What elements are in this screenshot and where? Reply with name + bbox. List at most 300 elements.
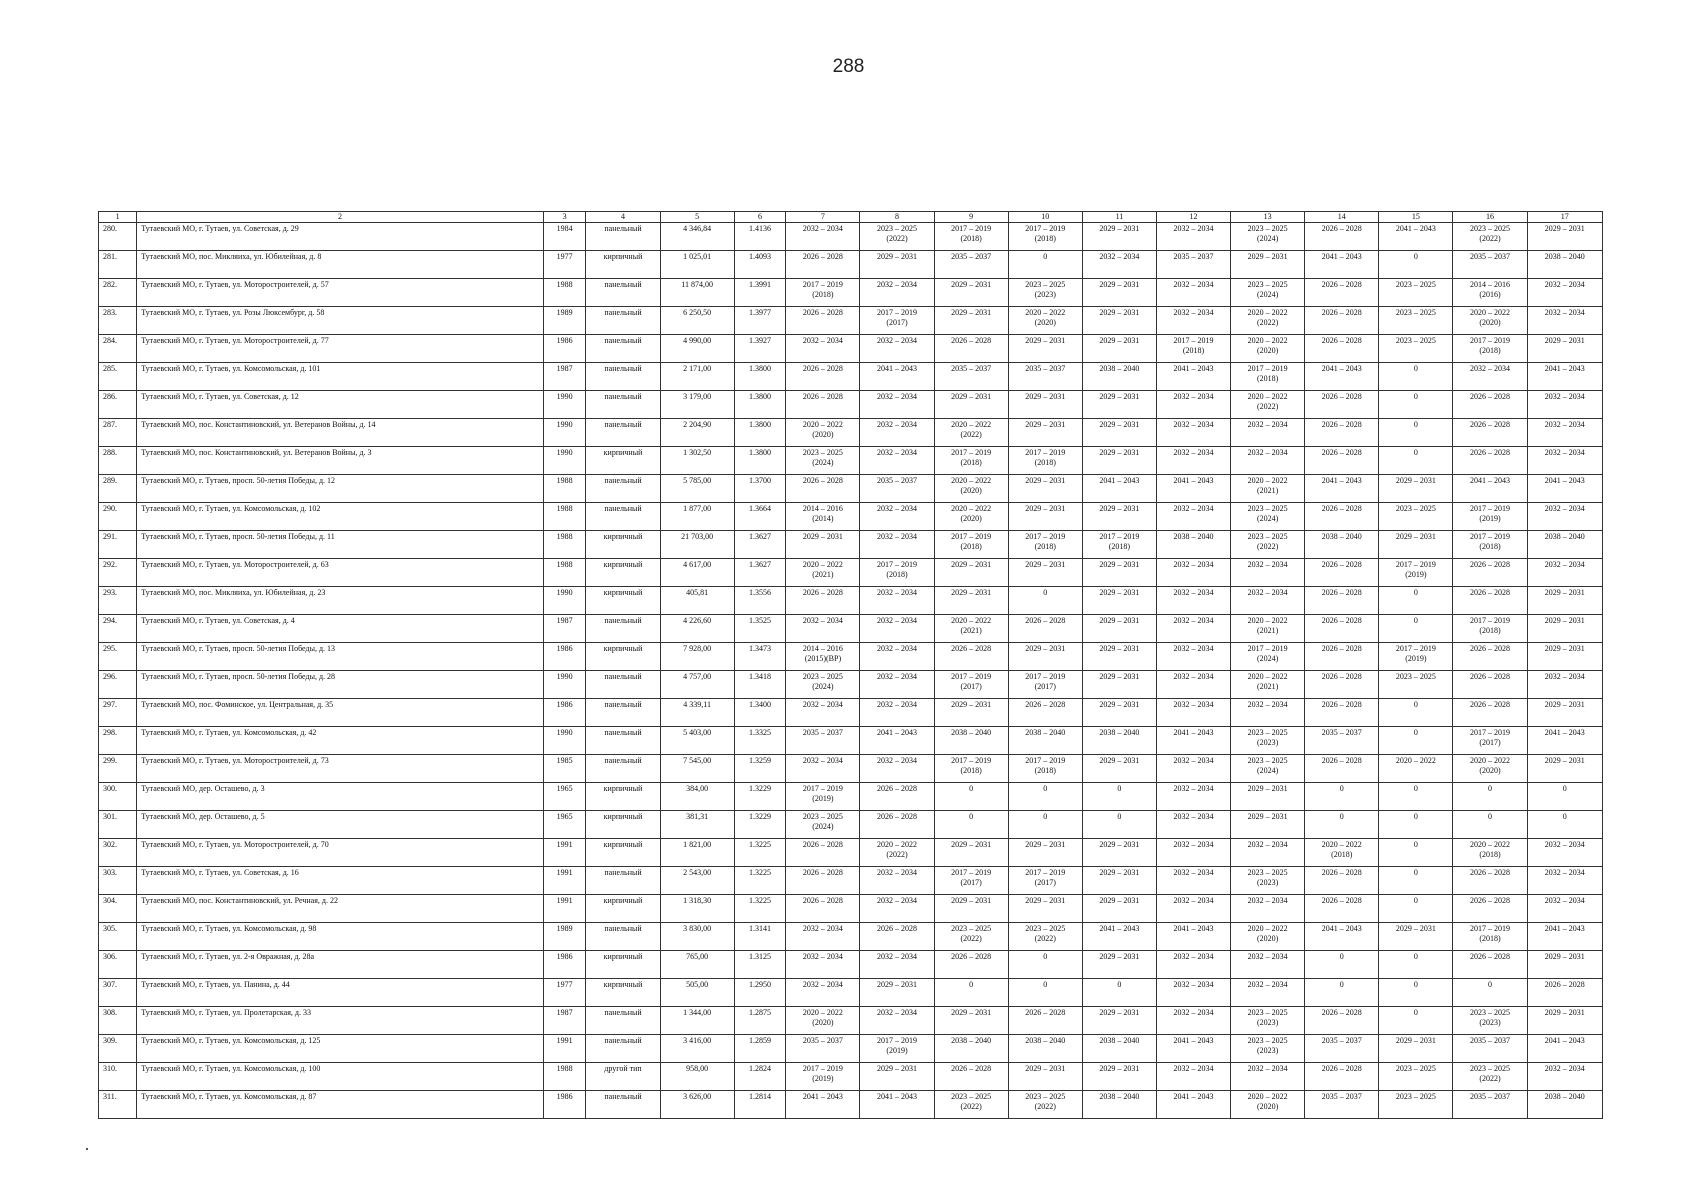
table-cell: 2026 – 2028 bbox=[1453, 671, 1527, 699]
table-cell: панельный bbox=[586, 307, 660, 335]
table-cell: 2026 – 2028 bbox=[1305, 391, 1379, 419]
table-cell: панельный bbox=[586, 727, 660, 755]
table-cell: 2017 – 2019 (2018) bbox=[1453, 531, 1527, 559]
table-cell: 2029 – 2031 bbox=[1379, 475, 1453, 503]
table-cell: 2035 – 2037 bbox=[934, 363, 1008, 391]
table-cell: 1.4136 bbox=[734, 223, 786, 251]
table-cell: 2038 – 2040 bbox=[1082, 1091, 1156, 1119]
table-cell: 2032 – 2034 bbox=[1156, 1007, 1230, 1035]
table-cell: 2026 – 2028 bbox=[1453, 895, 1527, 923]
table-cell: 1.3473 bbox=[734, 643, 786, 671]
table-cell: 2032 – 2034 bbox=[1527, 447, 1602, 475]
table-cell: 2017 – 2019 (2018) bbox=[1008, 531, 1082, 559]
row-number-cell: 281. bbox=[99, 251, 137, 279]
table-cell: 2038 – 2040 bbox=[1008, 1035, 1082, 1063]
table-cell: 958,00 bbox=[660, 1063, 734, 1091]
table-cell: 2026 – 2028 bbox=[786, 839, 860, 867]
table-cell: 0 bbox=[1379, 811, 1453, 839]
table-cell: 505,00 bbox=[660, 979, 734, 1007]
table-cell: 0 bbox=[1527, 783, 1602, 811]
table-cell: панельный bbox=[586, 923, 660, 951]
table-cell: 0 bbox=[1379, 363, 1453, 391]
table-cell: 2041 – 2043 bbox=[1082, 475, 1156, 503]
table-cell: 1991 bbox=[543, 1035, 586, 1063]
table-cell: 2038 – 2040 bbox=[934, 1035, 1008, 1063]
row-number-cell: 285. bbox=[99, 363, 137, 391]
table-cell: 2032 – 2034 bbox=[786, 979, 860, 1007]
row-number-cell: 306. bbox=[99, 951, 137, 979]
table-cell: 0 bbox=[1008, 587, 1082, 615]
table-cell: 2029 – 2031 bbox=[1082, 1007, 1156, 1035]
table-cell: 2020 – 2022 (2020) bbox=[1008, 307, 1082, 335]
table-cell: 2032 – 2034 bbox=[786, 335, 860, 363]
column-header-15: 15 bbox=[1379, 212, 1453, 223]
table-cell: 2026 – 2028 bbox=[1305, 307, 1379, 335]
table-cell: 2029 – 2031 bbox=[1082, 699, 1156, 727]
table-cell: 2041 – 2043 bbox=[1379, 223, 1453, 251]
table-cell: 1.3229 bbox=[734, 783, 786, 811]
table-cell: 1977 bbox=[543, 251, 586, 279]
table-cell: другой тип bbox=[586, 1063, 660, 1091]
row-number-cell: 298. bbox=[99, 727, 137, 755]
table-cell: 2 543,00 bbox=[660, 867, 734, 895]
table-cell: 2026 – 2028 bbox=[1305, 699, 1379, 727]
table-cell: 2032 – 2034 bbox=[1156, 699, 1230, 727]
table-cell: 2032 – 2034 bbox=[860, 699, 934, 727]
table-cell: 1985 bbox=[543, 755, 586, 783]
table-cell: 2026 – 2028 bbox=[1305, 279, 1379, 307]
table-cell: 2029 – 2031 bbox=[934, 279, 1008, 307]
table-row bbox=[99, 699, 1603, 727]
address-cell: Тутаевский МО, дер. Осташево, д. 3 bbox=[137, 783, 544, 811]
table-cell: 2017 – 2019 (2017) bbox=[1008, 671, 1082, 699]
table-cell: 2026 – 2028 bbox=[860, 811, 934, 839]
table-cell: 2041 – 2043 bbox=[1453, 475, 1527, 503]
row-number-cell: 291. bbox=[99, 531, 137, 559]
table-cell: 0 bbox=[1082, 811, 1156, 839]
table-cell: 2032 – 2034 bbox=[1156, 839, 1230, 867]
address-cell: Тутаевский МО, г. Тутаев, просп. 50-летия Победы, д. 11 bbox=[137, 531, 544, 559]
table-cell: 2038 – 2040 bbox=[1305, 531, 1379, 559]
table-cell: панельный bbox=[586, 475, 660, 503]
table-cell: 1 318,30 bbox=[660, 895, 734, 923]
table-cell: 1986 bbox=[543, 643, 586, 671]
table-cell: 2032 – 2034 bbox=[860, 279, 934, 307]
table-cell: 0 bbox=[1082, 979, 1156, 1007]
column-header-8: 8 bbox=[860, 212, 934, 223]
column-header-14: 14 bbox=[1305, 212, 1379, 223]
row-number-cell: 284. bbox=[99, 335, 137, 363]
table-row bbox=[99, 503, 1603, 531]
table-cell: 1990 bbox=[543, 391, 586, 419]
table-cell: 2023 – 2025 (2022) bbox=[1453, 1063, 1527, 1091]
table-cell: 2026 – 2028 bbox=[1453, 419, 1527, 447]
table-cell: 2026 – 2028 bbox=[1453, 699, 1527, 727]
table-cell: 2032 – 2034 bbox=[1527, 671, 1602, 699]
table-cell: 2035 – 2037 bbox=[1156, 251, 1230, 279]
table-cell: 2035 – 2037 bbox=[1008, 363, 1082, 391]
table-cell: 2017 – 2019 (2017) bbox=[1008, 867, 1082, 895]
table-cell: 0 bbox=[1379, 783, 1453, 811]
table-cell: 2032 – 2034 bbox=[1231, 839, 1305, 867]
table-cell: кирпичный bbox=[586, 559, 660, 587]
table-cell: 2029 – 2031 bbox=[1379, 531, 1453, 559]
table-cell: 1.3556 bbox=[734, 587, 786, 615]
table-cell: 2026 – 2028 bbox=[1305, 867, 1379, 895]
table-cell: 2029 – 2031 bbox=[1082, 307, 1156, 335]
address-cell: Тутаевский МО, г. Тутаев, ул. Розы Люксембург, д. 58 bbox=[137, 307, 544, 335]
table-cell: 2023 – 2025 (2022) bbox=[860, 223, 934, 251]
column-header-9: 9 bbox=[934, 212, 1008, 223]
table-cell: 2041 – 2043 bbox=[1156, 727, 1230, 755]
table-cell: 2032 – 2034 bbox=[1156, 615, 1230, 643]
table-cell: 2017 – 2019 (2019) bbox=[860, 1035, 934, 1063]
table-cell: 0 bbox=[1379, 979, 1453, 1007]
table-cell: 1.2875 bbox=[734, 1007, 786, 1035]
table-cell: 1.3927 bbox=[734, 335, 786, 363]
table-row bbox=[99, 419, 1603, 447]
table-cell: 2032 – 2034 bbox=[786, 951, 860, 979]
table-cell: 4 990,00 bbox=[660, 335, 734, 363]
table-cell: 1 302,50 bbox=[660, 447, 734, 475]
table-cell: 0 bbox=[1008, 783, 1082, 811]
table-cell: 2032 – 2034 bbox=[786, 755, 860, 783]
table-cell: 2032 – 2034 bbox=[1156, 223, 1230, 251]
table-cell: 2035 – 2037 bbox=[1305, 1091, 1379, 1119]
table-cell: 2029 – 2031 bbox=[1527, 699, 1602, 727]
table-cell: 1 821,00 bbox=[660, 839, 734, 867]
table-cell: 1.3800 bbox=[734, 419, 786, 447]
table-cell: 2029 – 2031 bbox=[1008, 559, 1082, 587]
table-row bbox=[99, 251, 1603, 279]
address-cell: Тутаевский МО, г. Тутаев, ул. Советская, д. 12 bbox=[137, 391, 544, 419]
table-cell: 2029 – 2031 bbox=[1082, 671, 1156, 699]
table-cell: 2026 – 2028 bbox=[1305, 615, 1379, 643]
column-header-10: 10 bbox=[1008, 212, 1082, 223]
table-cell: 0 bbox=[1379, 895, 1453, 923]
table-cell: 2029 – 2031 bbox=[934, 895, 1008, 923]
table-cell: 2020 – 2022 (2022) bbox=[1231, 307, 1305, 335]
table-cell: 7 928,00 bbox=[660, 643, 734, 671]
table-cell: 0 bbox=[1379, 839, 1453, 867]
table-cell: 6 250,50 bbox=[660, 307, 734, 335]
table-cell: 2026 – 2028 bbox=[1453, 559, 1527, 587]
table-cell: 2029 – 2031 bbox=[1082, 951, 1156, 979]
table-cell: 1.3259 bbox=[734, 755, 786, 783]
table-cell: 2032 – 2034 bbox=[1527, 867, 1602, 895]
table-cell: 0 bbox=[1305, 783, 1379, 811]
table-cell: 2041 – 2043 bbox=[1305, 363, 1379, 391]
table-cell: 2032 – 2034 bbox=[1231, 587, 1305, 615]
table-cell: 2032 – 2034 bbox=[786, 223, 860, 251]
table-cell: 2032 – 2034 bbox=[1527, 279, 1602, 307]
table-cell: 1989 bbox=[543, 923, 586, 951]
table-cell: 2032 – 2034 bbox=[860, 447, 934, 475]
table-cell: 2041 – 2043 bbox=[1527, 727, 1602, 755]
table-cell: 1.3627 bbox=[734, 531, 786, 559]
table-cell: 2020 – 2022 (2022) bbox=[934, 419, 1008, 447]
table-cell: 2029 – 2031 bbox=[1082, 755, 1156, 783]
table-cell: 2029 – 2031 bbox=[1231, 811, 1305, 839]
table-cell: 7 545,00 bbox=[660, 755, 734, 783]
table-cell: 2026 – 2028 bbox=[934, 951, 1008, 979]
table-cell: 2038 – 2040 bbox=[1008, 727, 1082, 755]
table-cell: 2020 – 2022 (2020) bbox=[934, 503, 1008, 531]
table-cell: 2029 – 2031 bbox=[1379, 1035, 1453, 1063]
table-cell: 2017 – 2019 (2018) bbox=[934, 223, 1008, 251]
table-cell: 2032 – 2034 bbox=[1527, 1063, 1602, 1091]
table-cell: 2032 – 2034 bbox=[1231, 979, 1305, 1007]
table-cell: 2017 – 2019 (2017) bbox=[860, 307, 934, 335]
table-cell: 2023 – 2025 (2024) bbox=[1231, 755, 1305, 783]
table-cell: 2029 – 2031 bbox=[1082, 335, 1156, 363]
table-cell: 2041 – 2043 bbox=[860, 363, 934, 391]
table-cell: 2017 – 2019 (2018) bbox=[934, 755, 1008, 783]
row-number-cell: 308. bbox=[99, 1007, 137, 1035]
table-cell: 2032 – 2034 bbox=[1527, 839, 1602, 867]
table-cell: 1986 bbox=[543, 699, 586, 727]
table-row bbox=[99, 783, 1603, 811]
column-header-4: 4 bbox=[586, 212, 660, 223]
table-cell: 2041 – 2043 bbox=[1305, 923, 1379, 951]
table-cell: 2020 – 2022 (2021) bbox=[1231, 671, 1305, 699]
table-cell: 2032 – 2034 bbox=[1156, 559, 1230, 587]
table-cell: 2017 – 2019 (2018) bbox=[1231, 363, 1305, 391]
table-cell: 2041 – 2043 bbox=[1305, 475, 1379, 503]
table-cell: 2029 – 2031 bbox=[1082, 419, 1156, 447]
table-cell: 2026 – 2028 bbox=[1305, 755, 1379, 783]
table-cell: 2032 – 2034 bbox=[1231, 559, 1305, 587]
column-header-6: 6 bbox=[734, 212, 786, 223]
table-cell: кирпичный bbox=[586, 839, 660, 867]
table-cell: 2032 – 2034 bbox=[1156, 811, 1230, 839]
table-cell: 2026 – 2028 bbox=[1305, 1007, 1379, 1035]
table-cell: 2029 – 2031 bbox=[1527, 755, 1602, 783]
table-cell: 2029 – 2031 bbox=[1082, 391, 1156, 419]
table-cell: кирпичный bbox=[586, 587, 660, 615]
table-cell: 2038 – 2040 bbox=[1082, 363, 1156, 391]
table-cell: 2032 – 2034 bbox=[1156, 671, 1230, 699]
table-cell: 2023 – 2025 bbox=[1379, 335, 1453, 363]
table-cell: кирпичный bbox=[586, 251, 660, 279]
table-cell: 2026 – 2028 bbox=[934, 1063, 1008, 1091]
table-cell: 5 403,00 bbox=[660, 727, 734, 755]
table-cell: 1988 bbox=[543, 531, 586, 559]
table-cell: 1 344,00 bbox=[660, 1007, 734, 1035]
table-cell: 2026 – 2028 bbox=[1453, 587, 1527, 615]
table-cell: панельный bbox=[586, 699, 660, 727]
table-cell: панельный bbox=[586, 755, 660, 783]
table-cell: 2032 – 2034 bbox=[786, 699, 860, 727]
row-number-cell: 295. bbox=[99, 643, 137, 671]
table-cell: 0 bbox=[1379, 447, 1453, 475]
address-cell: Тутаевский МО, г. Тутаев, просп. 50-летия Победы, д. 12 bbox=[137, 475, 544, 503]
table-cell: 2020 – 2022 (2018) bbox=[1453, 839, 1527, 867]
table-row bbox=[99, 951, 1603, 979]
table-cell: 0 bbox=[1008, 951, 1082, 979]
table-cell: 2029 – 2031 bbox=[1008, 503, 1082, 531]
table-cell: 0 bbox=[934, 979, 1008, 1007]
table-cell: 2041 – 2043 bbox=[1527, 923, 1602, 951]
table-cell: 2029 – 2031 bbox=[1082, 447, 1156, 475]
table-cell: 2032 – 2034 bbox=[1231, 447, 1305, 475]
table-cell: 2032 – 2034 bbox=[786, 923, 860, 951]
table-cell: 2017 – 2019 (2019) bbox=[786, 1063, 860, 1091]
table-cell: панельный bbox=[586, 671, 660, 699]
table-cell: 2023 – 2025 (2022) bbox=[934, 1091, 1008, 1119]
table-cell: панельный bbox=[586, 503, 660, 531]
table-row bbox=[99, 1063, 1603, 1091]
table-cell: 2023 – 2025 (2022) bbox=[1453, 223, 1527, 251]
table-cell: 2023 – 2025 (2023) bbox=[1231, 867, 1305, 895]
table-cell: кирпичный bbox=[586, 447, 660, 475]
table-cell: 2026 – 2028 bbox=[1008, 1007, 1082, 1035]
table-cell: 2020 – 2022 (2018) bbox=[1305, 839, 1379, 867]
table-cell: 2026 – 2028 bbox=[1305, 447, 1379, 475]
table-cell: 2023 – 2025 bbox=[1379, 307, 1453, 335]
table-cell: 1.2824 bbox=[734, 1063, 786, 1091]
row-number-cell: 290. bbox=[99, 503, 137, 531]
table-cell: 0 bbox=[1527, 811, 1602, 839]
table-cell: 2017 – 2019 (2018) bbox=[1008, 447, 1082, 475]
table-cell: 1990 bbox=[543, 419, 586, 447]
table-cell: 1987 bbox=[543, 363, 586, 391]
table-cell: 0 bbox=[1379, 867, 1453, 895]
table-cell: 2032 – 2034 bbox=[1156, 755, 1230, 783]
table-cell: 2029 – 2031 bbox=[1527, 223, 1602, 251]
address-cell: Тутаевский МО, г. Тутаев, ул. Моторостроителей, д. 57 bbox=[137, 279, 544, 307]
column-header-16: 16 bbox=[1453, 212, 1527, 223]
row-number-cell: 310. bbox=[99, 1063, 137, 1091]
table-cell: 2038 – 2040 bbox=[1156, 531, 1230, 559]
row-number-cell: 280. bbox=[99, 223, 137, 251]
table-cell: 2023 – 2025 bbox=[1379, 279, 1453, 307]
table-cell: 1 877,00 bbox=[660, 503, 734, 531]
table-cell: 1965 bbox=[543, 811, 586, 839]
table-cell: 2032 – 2034 bbox=[1156, 503, 1230, 531]
table-cell: 2023 – 2025 bbox=[1379, 1091, 1453, 1119]
table-cell: 2026 – 2028 bbox=[1453, 951, 1527, 979]
table-row bbox=[99, 307, 1603, 335]
table-cell: 2029 – 2031 bbox=[1527, 1007, 1602, 1035]
table-cell: 2026 – 2028 bbox=[1305, 895, 1379, 923]
table-cell: панельный bbox=[586, 1007, 660, 1035]
table-cell: 2029 – 2031 bbox=[934, 391, 1008, 419]
row-number-cell: 288. bbox=[99, 447, 137, 475]
table-cell: 1988 bbox=[543, 475, 586, 503]
address-cell: Тутаевский МО, г. Тутаев, просп. 50-летия Победы, д. 28 bbox=[137, 671, 544, 699]
address-cell: Тутаевский МО, г. Тутаев, ул. Пролетарская, д. 33 bbox=[137, 1007, 544, 1035]
row-number-cell: 296. bbox=[99, 671, 137, 699]
table-cell: 3 416,00 bbox=[660, 1035, 734, 1063]
table-cell: 2041 – 2043 bbox=[860, 1091, 934, 1119]
table-cell: 2029 – 2031 bbox=[1527, 587, 1602, 615]
table-cell: 4 339,11 bbox=[660, 699, 734, 727]
table-cell: 2020 – 2022 (2020) bbox=[1453, 755, 1527, 783]
table-cell: 0 bbox=[1379, 251, 1453, 279]
table-cell: 1987 bbox=[543, 1007, 586, 1035]
table-cell: 2026 – 2028 bbox=[1008, 699, 1082, 727]
table-cell: 1990 bbox=[543, 671, 586, 699]
table-cell: 2041 – 2043 bbox=[1156, 923, 1230, 951]
address-cell: Тутаевский МО, пос. Микляиха, ул. Юбилейная, д. 8 bbox=[137, 251, 544, 279]
table-cell: 2029 – 2031 bbox=[1082, 503, 1156, 531]
table-cell: 2029 – 2031 bbox=[1527, 335, 1602, 363]
row-number-cell: 299. bbox=[99, 755, 137, 783]
table-cell: 2029 – 2031 bbox=[1008, 1063, 1082, 1091]
table-cell: 2041 – 2043 bbox=[1156, 475, 1230, 503]
row-number-cell: 283. bbox=[99, 307, 137, 335]
table-cell: 2038 – 2040 bbox=[934, 727, 1008, 755]
table-cell: 1.3141 bbox=[734, 923, 786, 951]
table-cell: 2020 – 2022 (2020) bbox=[786, 419, 860, 447]
table-cell: 2032 – 2034 bbox=[860, 867, 934, 895]
table-row bbox=[99, 1007, 1603, 1035]
table-cell: 1986 bbox=[543, 1091, 586, 1119]
table-cell: 2032 – 2034 bbox=[1156, 643, 1230, 671]
table-cell: 1.3800 bbox=[734, 363, 786, 391]
table-cell: 2032 – 2034 bbox=[1156, 587, 1230, 615]
table-cell: 1.3977 bbox=[734, 307, 786, 335]
table-cell: кирпичный bbox=[586, 979, 660, 1007]
table-cell: 2017 – 2019 (2018) bbox=[1082, 531, 1156, 559]
row-number-cell: 311. bbox=[99, 1091, 137, 1119]
table-cell: 2035 – 2037 bbox=[1305, 727, 1379, 755]
column-header-13: 13 bbox=[1231, 212, 1305, 223]
table-cell: 2029 – 2031 bbox=[1082, 559, 1156, 587]
table-cell: 2 204,90 bbox=[660, 419, 734, 447]
table-cell: 2017 – 2019 (2018) bbox=[934, 447, 1008, 475]
table-cell: 2032 – 2034 bbox=[1156, 951, 1230, 979]
table-row bbox=[99, 811, 1603, 839]
table-cell: 1.3225 bbox=[734, 867, 786, 895]
table-cell: 2026 – 2028 bbox=[1453, 867, 1527, 895]
table-cell: 2020 – 2022 (2021) bbox=[1231, 615, 1305, 643]
table-cell: 2032 – 2034 bbox=[1231, 895, 1305, 923]
table-cell: 2023 – 2025 (2022) bbox=[1008, 923, 1082, 951]
table-cell: 2017 – 2019 (2019) bbox=[786, 783, 860, 811]
row-number-cell: 307. bbox=[99, 979, 137, 1007]
table-cell: 405,81 bbox=[660, 587, 734, 615]
table-cell: 2026 – 2028 bbox=[860, 783, 934, 811]
column-header-3: 3 bbox=[543, 212, 586, 223]
address-cell: Тутаевский МО, пос. Микляиха, ул. Юбилейная, д. 23 bbox=[137, 587, 544, 615]
table-cell: 0 bbox=[1082, 783, 1156, 811]
table-cell: 2029 – 2031 bbox=[860, 1063, 934, 1091]
table-cell: 2026 – 2028 bbox=[934, 643, 1008, 671]
table-cell: 2014 – 2016 (2014) bbox=[786, 503, 860, 531]
table-cell: 1.3664 bbox=[734, 503, 786, 531]
table-cell: панельный bbox=[586, 1035, 660, 1063]
table-cell: 2017 – 2019 (2018) bbox=[1008, 223, 1082, 251]
address-cell: Тутаевский МО, г. Тутаев, ул. Советская, д. 16 bbox=[137, 867, 544, 895]
row-number-cell: 301. bbox=[99, 811, 137, 839]
table-cell: 1988 bbox=[543, 503, 586, 531]
table-row bbox=[99, 923, 1603, 951]
table-cell: 2020 – 2022 (2021) bbox=[1231, 475, 1305, 503]
table-cell: 2023 – 2025 (2024) bbox=[786, 811, 860, 839]
table-cell: 2029 – 2031 bbox=[1082, 1063, 1156, 1091]
table-row bbox=[99, 223, 1603, 251]
table-cell: 2026 – 2028 bbox=[786, 587, 860, 615]
table-cell: 2017 – 2019 (2018) bbox=[786, 279, 860, 307]
table-cell: 2032 – 2034 bbox=[1156, 391, 1230, 419]
address-cell: Тутаевский МО, г. Тутаев, ул. Панина, д. 44 bbox=[137, 979, 544, 1007]
table-cell: 2029 – 2031 bbox=[934, 307, 1008, 335]
table-cell: 2023 – 2025 (2024) bbox=[1231, 279, 1305, 307]
table-cell: 2032 – 2034 bbox=[860, 587, 934, 615]
table-cell: 4 617,00 bbox=[660, 559, 734, 587]
